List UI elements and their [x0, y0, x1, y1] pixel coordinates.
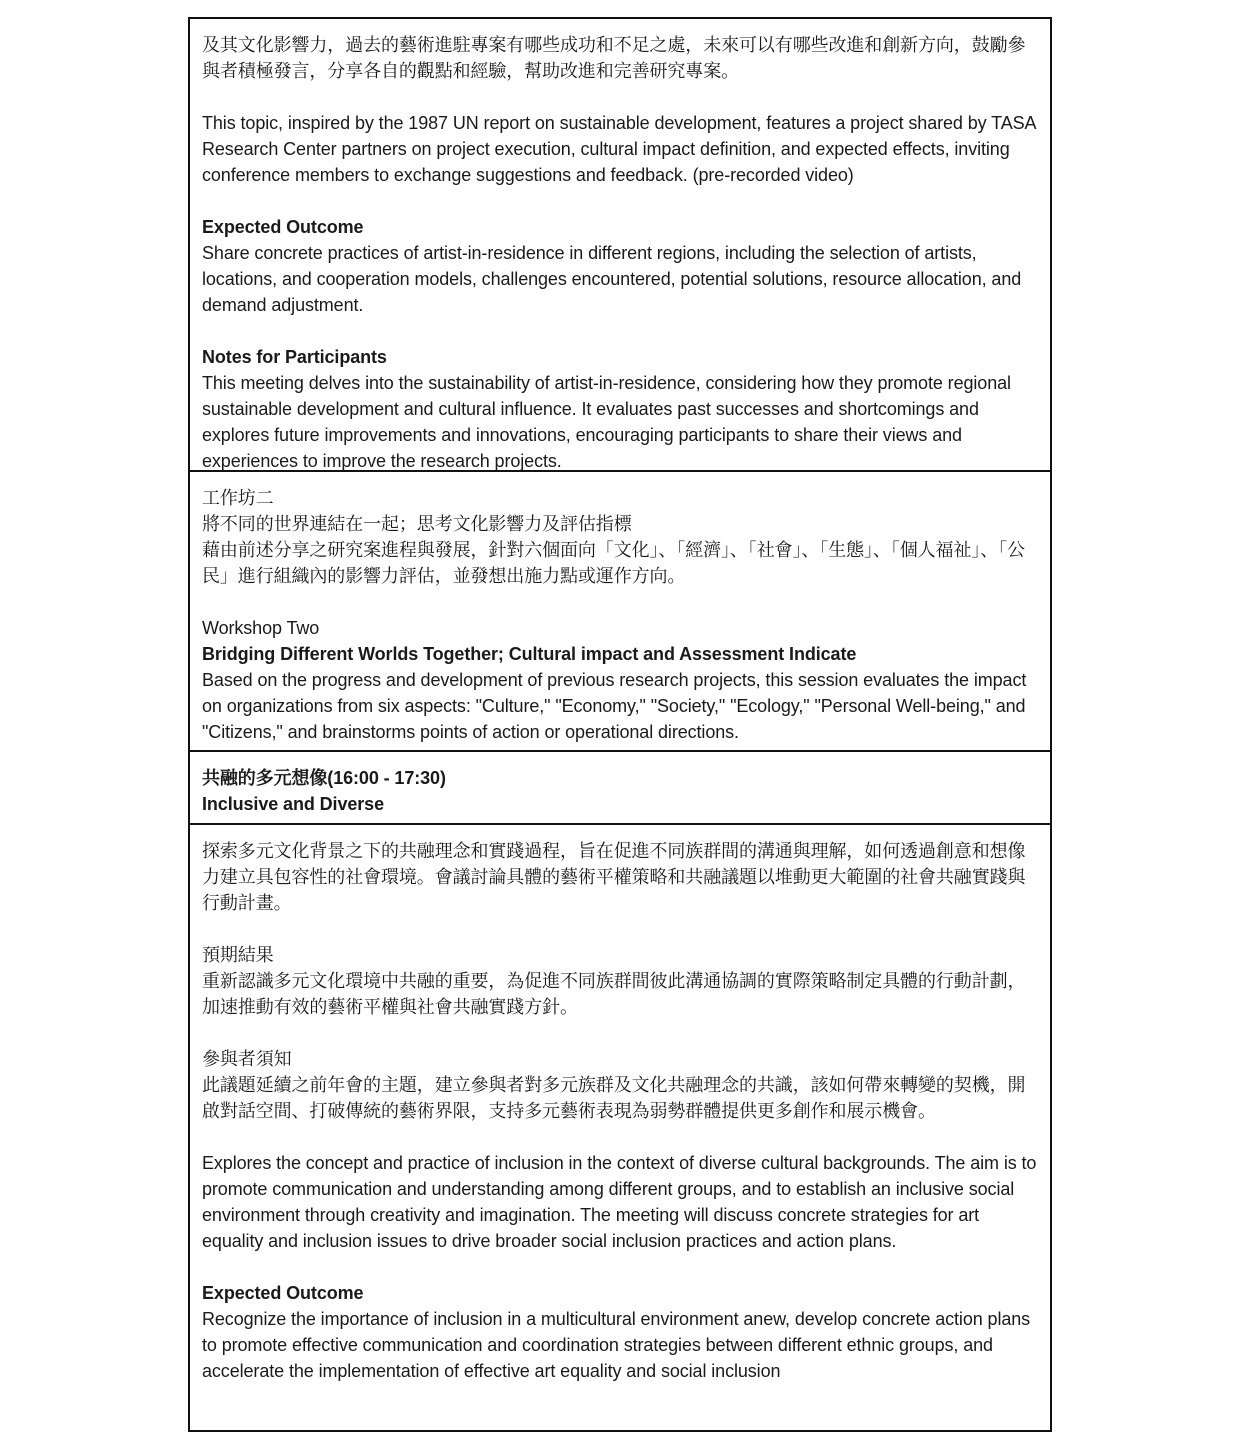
expected-outcome-heading: Expected Outcome — [202, 217, 364, 237]
workshop-two-subtitle-zh: 將不同的世界連結在一起；思考文化影響力及評估指標 — [202, 514, 632, 534]
workshop-two-body-en: Based on the progress and development of previous research projects, this session evaluates the impact on organizations from six aspects: "Culture," "Economy," "Society," "Ecology," "Personal Well-being," and "Citizens," and brainstorms points of action or operational directions. — [202, 670, 1027, 742]
notes-for-participants-body: This meeting delves into the sustainability of artist-in-residence, considering how they promote regional sustainable development and cultural influence. It evaluates past successes and shortcomings and explores future improvements and innovations, encouraging participants to share their views and experiences to improve the research projects. — [202, 373, 1011, 471]
inclusive-intro-en: Explores the concept and practice of inclusion in the context of diverse cultural backgrounds. The aim is to promote communication and understanding among different groups, and to establish an inclusive social environment through creativity and imagination. The meeting will discuss concrete strategies for art equality and inclusion issues to drive broader social inclusion practices and action plans. — [202, 1153, 1037, 1251]
row-inclusive-body — [190, 825, 1050, 1430]
inclusive-title-zh: 共融的多元想像(16:00 - 17:30) — [202, 768, 446, 788]
workshop-two-body-zh: 藉由前述分享之研究案進程與發展，針對六個面向「文化」、「經濟」、「社會」、「生態」、「個人福祉」、「公民」進行組織內的影響力評估，並發想出施力點或運作方向。 — [202, 540, 1025, 586]
inclusive-outcome-heading-en: Expected Outcome — [202, 1283, 364, 1303]
inclusive-intro-zh: 探索多元文化背景之下的共融理念和實踐過程，旨在促進不同族群間的溝通與理解，如何透過創意和想像力建立具包容性的社會環境。會議討論具體的藝術平權策略和共融議題以堆動更大範圍的社會共融實踐與行動計畫。 — [202, 841, 1026, 913]
row-session-sustainable — [190, 19, 1050, 472]
session-intro-en: This topic, inspired by the 1987 UN report on sustainable development, features a project shared by TASA Research Center partners on project execution, cultural impact definition, and expected effects, inviting conference members to exchange suggestions and feedback. (pre-recorded video) — [202, 113, 1036, 185]
inclusive-notes-heading-zh: 參與者須知 — [202, 1049, 292, 1069]
inclusive-outcome-heading-zh: 預期結果 — [202, 945, 274, 965]
inclusive-notes-body-zh: 此議題延續之前年會的主題，建立參與者對多元族群及文化共融理念的共識，該如何帶來轉變的契機，開啟對話空間、打破傳統的藝術界限，支持多元藝術表現為弱勢群體提供更多創作和展示機會。 — [202, 1075, 1026, 1121]
session-intro-zh: 及其文化影響力，過去的藝術進駐專案有哪些成功和不足之處，未來可以有哪些改進和創新方向，鼓勵參與者積極發言，分享各自的觀點和經驗，幫助改進和完善研究專案。 — [202, 35, 1026, 81]
workshop-two-title-zh: 工作坊二 — [202, 488, 274, 508]
row-workshop-two — [190, 472, 1050, 752]
row-inclusive-header — [190, 752, 1050, 825]
notes-for-participants-heading: Notes for Participants — [202, 347, 387, 367]
workshop-two-subtitle-en: Bridging Different Worlds Together; Cultural impact and Assessment Indicate — [202, 644, 857, 664]
inclusive-outcome-body-zh: 重新認識多元文化環境中共融的重要，為促進不同族群間彼此溝通協調的實際策略制定具體的行動計劃，加速推動有效的藝術平權與社會共融實踐方針。 — [202, 971, 1026, 1017]
inclusive-title-en: Inclusive and Diverse — [202, 794, 384, 814]
inclusive-outcome-body-en: Recognize the importance of inclusion in a multicultural environment anew, develop concrete action plans to promote effective communication and coordination strategies between different ethnic groups, and accelerate the implementation of effective art equality and social inclusion — [202, 1309, 1031, 1381]
expected-outcome-body: Share concrete practices of artist-in-residence in different regions, including the selection of artists, locations, and cooperation models, challenges encountered, potential solutions, resource allocation, and demand adjustment. — [202, 243, 1022, 315]
workshop-two-title-en: Workshop Two — [202, 618, 320, 638]
program-table — [188, 17, 1052, 1432]
